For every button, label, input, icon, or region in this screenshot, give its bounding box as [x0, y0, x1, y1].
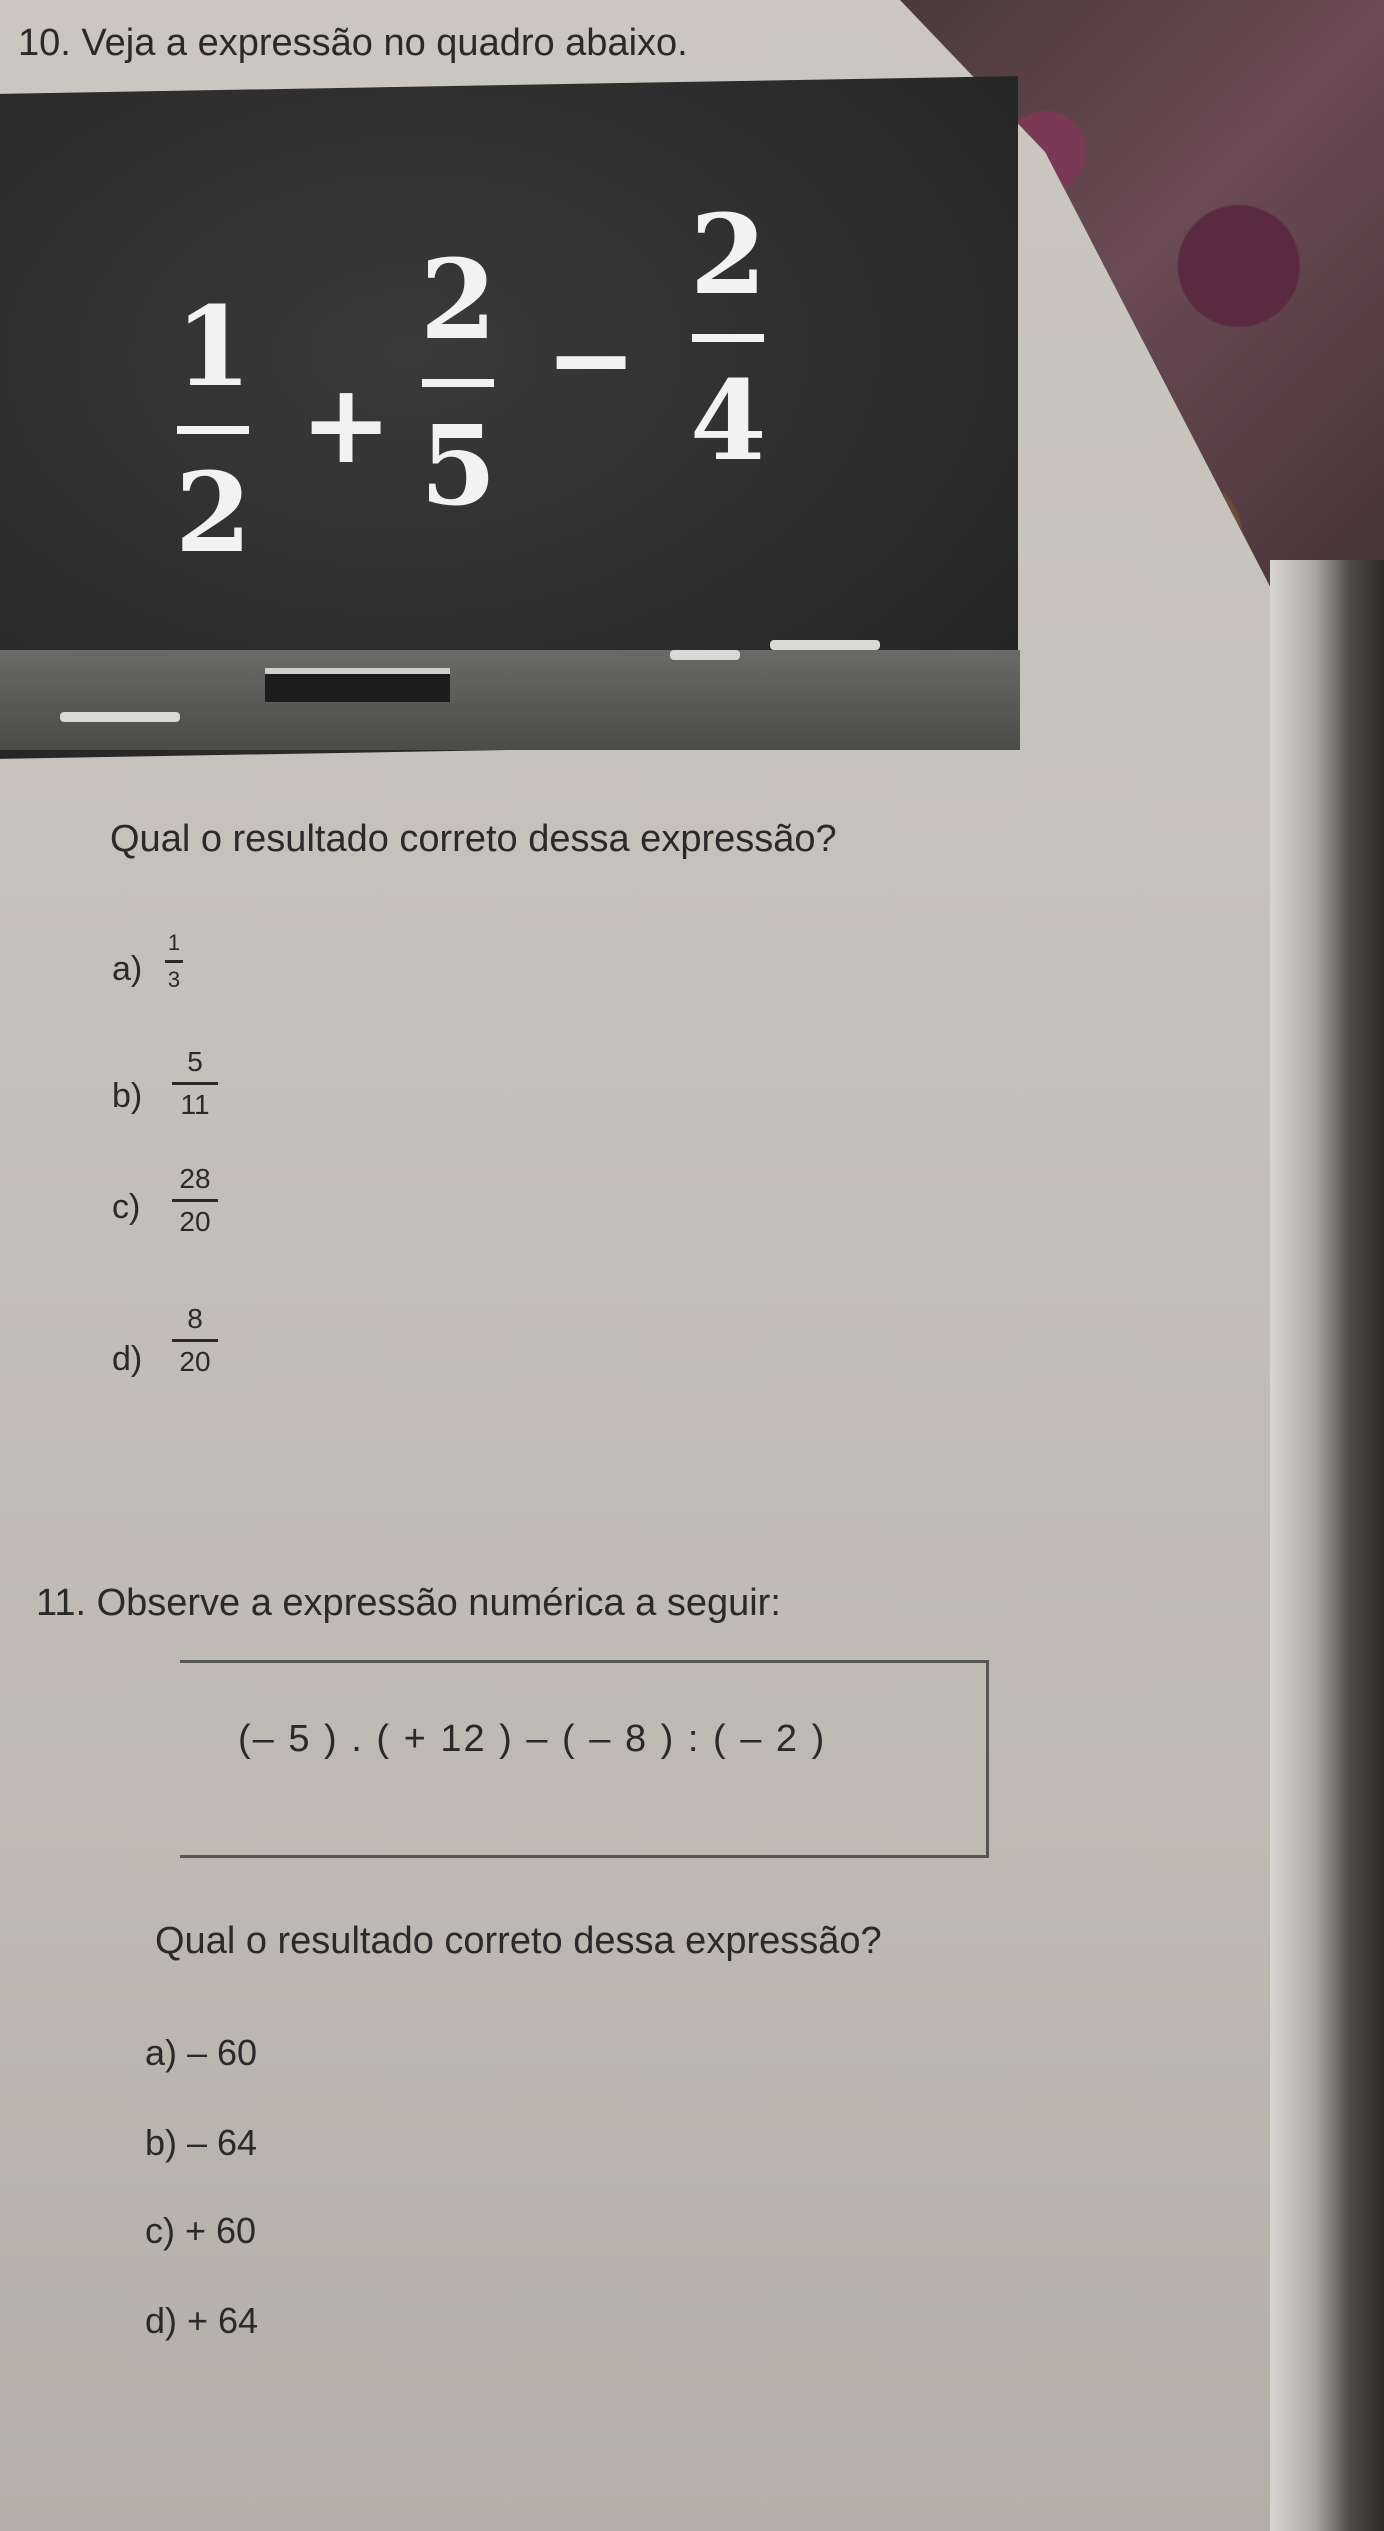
- board-fraction-3: [690, 190, 767, 485]
- fraction-denominator: 2: [175, 448, 252, 577]
- question-10-prompt: Qual o resultado correto dessa expressão?: [110, 818, 837, 860]
- option-d-label: d): [112, 1340, 143, 1378]
- fraction-bar: [165, 960, 183, 963]
- option-b-label: b): [112, 1077, 143, 1115]
- chalk-piece: [60, 712, 180, 722]
- fraction-numerator: 2: [420, 235, 497, 364]
- fraction-bar: [692, 334, 764, 342]
- fraction-denominator: 20: [179, 1346, 211, 1377]
- fraction-numerator: 2: [690, 190, 767, 319]
- fraction-denominator: 5: [420, 401, 497, 530]
- fraction-bar: [177, 426, 249, 434]
- question-10-title: 10. Veja a expressão no quadro abaixo.: [18, 22, 688, 64]
- board-operator-minus: −: [545, 295, 638, 423]
- chalk-piece: [670, 650, 740, 660]
- fraction-numerator: 28: [179, 1163, 211, 1194]
- option-a-label: a): [112, 950, 143, 988]
- fraction-bar: [172, 1199, 218, 1202]
- option-b-fraction: [172, 1048, 218, 1119]
- fraction-bar: [172, 1082, 218, 1085]
- fraction-numerator: 8: [187, 1303, 203, 1334]
- board-operator-plus: +: [300, 360, 393, 488]
- question-11-prompt: Qual o resultado correto dessa expressão?: [155, 1920, 882, 1962]
- fraction-numerator: 1: [175, 282, 252, 411]
- fraction-denominator: 11: [180, 1089, 210, 1120]
- board-fraction-1: [175, 282, 252, 577]
- chalkboard-ledge: [0, 650, 1020, 750]
- fraction-denominator: 3: [167, 967, 181, 992]
- option-a-fraction: [165, 932, 183, 991]
- numeric-expression: (– 5 ) . ( + 12 ) – ( – 8 ) : ( – 2 ): [238, 1718, 827, 1760]
- option-d: d) + 64: [145, 2300, 259, 2341]
- fraction-bar: [172, 1339, 218, 1342]
- fraction-numerator: 5: [187, 1046, 203, 1077]
- option-c-label: c): [112, 1188, 141, 1226]
- option-c-fraction: [172, 1165, 218, 1236]
- fraction-denominator: 20: [179, 1206, 211, 1237]
- fraction-numerator: 1: [167, 930, 181, 955]
- chalk-piece: [770, 640, 880, 650]
- board-fraction-2: [420, 235, 497, 530]
- option-d-fraction: [172, 1305, 218, 1376]
- page-edge: [1270, 560, 1384, 2531]
- option-c: c) + 60: [145, 2210, 257, 2251]
- option-b: b) – 64: [145, 2122, 258, 2163]
- eraser: [265, 668, 450, 702]
- fraction-bar: [422, 379, 494, 387]
- question-11-title: 11. Observe a expressão numérica a seguir:: [36, 1582, 781, 1624]
- option-a: a) – 60: [145, 2032, 258, 2073]
- fraction-denominator: 4: [690, 356, 767, 485]
